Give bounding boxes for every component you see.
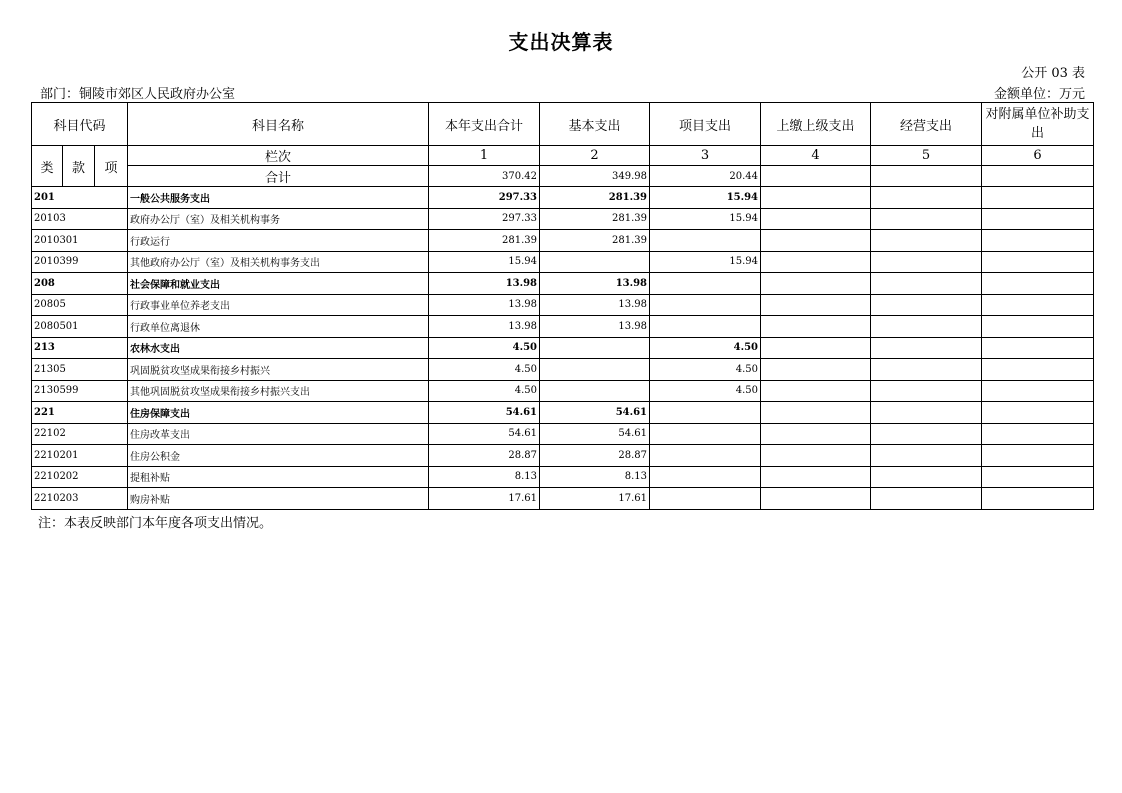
amount-col-6 [982, 488, 1094, 510]
amount-col-5 [871, 251, 982, 273]
subject-name: 一般公共服务支出 [128, 187, 429, 209]
subject-name: 农林水支出 [128, 337, 429, 359]
amount-col-5 [871, 402, 982, 424]
amount-col-1: 28.87 [429, 445, 540, 467]
amount-col-1: 4.50 [429, 359, 540, 381]
subject-name: 住房改革支出 [128, 423, 429, 445]
amount-col-3 [650, 273, 761, 295]
subject-code: 21305 [32, 359, 128, 381]
table-row [32, 251, 1094, 273]
amount-col-4 [761, 337, 871, 359]
table-row [32, 208, 1094, 230]
amount-col-2: 13.98 [540, 273, 650, 295]
total-value-3: 20.44 [650, 166, 761, 187]
table-row [32, 466, 1094, 488]
col-number-1: 1 [429, 146, 540, 166]
col-number-3: 3 [650, 146, 761, 166]
subject-name: 行政运行 [128, 230, 429, 252]
subject-name: 住房保障支出 [128, 402, 429, 424]
amount-col-6 [982, 466, 1094, 488]
header-column-no: 栏次 [128, 146, 429, 166]
amount-col-4 [761, 316, 871, 338]
total-row [32, 166, 1094, 187]
amount-col-5 [871, 337, 982, 359]
header-upper: 上缴上级支出 [761, 103, 871, 146]
subject-code: 208 [32, 273, 128, 295]
table-row [32, 187, 1094, 209]
amount-col-4 [761, 488, 871, 510]
amount-col-1: 8.13 [429, 466, 540, 488]
amount-col-2: 54.61 [540, 402, 650, 424]
amount-col-5 [871, 488, 982, 510]
subject-name: 巩固脱贫攻坚成果衔接乡村振兴 [128, 359, 429, 381]
amount-col-1: 13.98 [429, 273, 540, 295]
total-value-6 [982, 166, 1094, 187]
amount-col-4 [761, 402, 871, 424]
subject-code: 20103 [32, 208, 128, 230]
subject-name: 行政事业单位养老支出 [128, 294, 429, 316]
amount-col-5 [871, 316, 982, 338]
total-value-1: 370.42 [429, 166, 540, 187]
subject-code: 201 [32, 187, 128, 209]
subject-name: 其他巩固脱贫攻坚成果衔接乡村振兴支出 [128, 380, 429, 402]
amount-col-2: 281.39 [540, 208, 650, 230]
amount-col-5 [871, 359, 982, 381]
amount-col-4 [761, 251, 871, 273]
col-number-4: 4 [761, 146, 871, 166]
amount-col-3 [650, 445, 761, 467]
col-number-2: 2 [540, 146, 650, 166]
amount-col-1: 13.98 [429, 294, 540, 316]
table-row [32, 230, 1094, 252]
amount-col-5 [871, 187, 982, 209]
subject-code: 2210202 [32, 466, 128, 488]
amount-col-1: 54.61 [429, 423, 540, 445]
amount-col-3: 15.94 [650, 251, 761, 273]
amount-col-5 [871, 466, 982, 488]
amount-col-6 [982, 402, 1094, 424]
table-note: 注：本表反映部门本年度各项支出情况。 [38, 516, 273, 531]
header-basic: 基本支出 [540, 103, 650, 146]
table-row [32, 445, 1094, 467]
amount-col-5 [871, 273, 982, 295]
department-label: 部门：铜陵市郊区人民政府办公室 [40, 87, 236, 102]
subject-code: 2080501 [32, 316, 128, 338]
table-row [32, 423, 1094, 445]
table-row [32, 359, 1094, 381]
amount-col-4 [761, 380, 871, 402]
header-kuan: 款 [63, 146, 95, 187]
header-name: 科目名称 [128, 103, 429, 146]
amount-col-2: 17.61 [540, 488, 650, 510]
amount-col-6 [982, 316, 1094, 338]
total-value-5 [871, 166, 982, 187]
amount-col-1: 297.33 [429, 187, 540, 209]
header-lei: 类 [32, 146, 63, 187]
amount-col-2: 28.87 [540, 445, 650, 467]
subject-code: 2130599 [32, 380, 128, 402]
col-number-6: 6 [982, 146, 1094, 166]
subject-code: 2010399 [32, 251, 128, 273]
header-code: 科目代码 [32, 103, 128, 146]
header-row [32, 103, 1094, 146]
table-row [32, 488, 1094, 510]
amount-col-1: 297.33 [429, 208, 540, 230]
amount-col-4 [761, 230, 871, 252]
amount-col-4 [761, 208, 871, 230]
amount-col-4 [761, 294, 871, 316]
amount-col-5 [871, 445, 982, 467]
form-number: 公开 03 表 [1021, 66, 1085, 81]
amount-col-1: 281.39 [429, 230, 540, 252]
page-title: 支出决算表 [508, 30, 614, 54]
amount-col-2 [540, 251, 650, 273]
amount-col-3: 4.50 [650, 359, 761, 381]
expenditure-table [31, 102, 1094, 510]
amount-col-5 [871, 380, 982, 402]
col-number-5: 5 [871, 146, 982, 166]
table-row [32, 337, 1094, 359]
subject-name: 购房补贴 [128, 488, 429, 510]
subject-code: 213 [32, 337, 128, 359]
header-business: 经营支出 [871, 103, 982, 146]
subject-name: 行政单位离退休 [128, 316, 429, 338]
amount-col-3 [650, 316, 761, 338]
amount-col-1: 13.98 [429, 316, 540, 338]
table-row [32, 273, 1094, 295]
amount-col-2: 281.39 [540, 187, 650, 209]
amount-col-3 [650, 294, 761, 316]
amount-col-2 [540, 380, 650, 402]
amount-col-1: 15.94 [429, 251, 540, 273]
amount-col-4 [761, 273, 871, 295]
total-value-4 [761, 166, 871, 187]
amount-col-6 [982, 423, 1094, 445]
amount-col-6 [982, 187, 1094, 209]
subject-name: 其他政府办公厅（室）及相关机构事务支出 [128, 251, 429, 273]
subject-code: 2210201 [32, 445, 128, 467]
table-row [32, 316, 1094, 338]
amount-col-1: 4.50 [429, 380, 540, 402]
subject-code: 221 [32, 402, 128, 424]
header-project: 项目支出 [650, 103, 761, 146]
amount-col-6 [982, 208, 1094, 230]
amount-col-6 [982, 380, 1094, 402]
amount-col-6 [982, 445, 1094, 467]
amount-col-1: 54.61 [429, 402, 540, 424]
amount-col-2 [540, 337, 650, 359]
amount-col-3: 4.50 [650, 380, 761, 402]
amount-col-4 [761, 187, 871, 209]
amount-col-6 [982, 273, 1094, 295]
total-value-2: 349.98 [540, 166, 650, 187]
amount-col-2: 281.39 [540, 230, 650, 252]
amount-col-2: 8.13 [540, 466, 650, 488]
table-row [32, 380, 1094, 402]
amount-col-1: 17.61 [429, 488, 540, 510]
amount-col-6 [982, 251, 1094, 273]
subject-name: 社会保障和就业支出 [128, 273, 429, 295]
subject-code: 20805 [32, 294, 128, 316]
subject-code: 2010301 [32, 230, 128, 252]
header-xiang: 项 [95, 146, 128, 187]
amount-col-3 [650, 423, 761, 445]
subject-name: 住房公积金 [128, 445, 429, 467]
unit-label: 金额单位：万元 [993, 87, 1085, 102]
amount-col-3: 15.94 [650, 208, 761, 230]
amount-col-6 [982, 359, 1094, 381]
table-row [32, 402, 1094, 424]
amount-col-4 [761, 445, 871, 467]
amount-col-6 [982, 230, 1094, 252]
amount-col-3 [650, 466, 761, 488]
amount-col-3: 4.50 [650, 337, 761, 359]
header-subsidy: 对附属单位补助支出 [982, 103, 1094, 146]
subject-name: 提租补贴 [128, 466, 429, 488]
amount-col-5 [871, 423, 982, 445]
amount-col-6 [982, 337, 1094, 359]
subject-code: 2210203 [32, 488, 128, 510]
amount-col-5 [871, 294, 982, 316]
amount-col-4 [761, 466, 871, 488]
amount-col-2: 54.61 [540, 423, 650, 445]
amount-col-6 [982, 294, 1094, 316]
table-body [32, 187, 1094, 510]
amount-col-5 [871, 230, 982, 252]
amount-col-3 [650, 488, 761, 510]
amount-col-1: 4.50 [429, 337, 540, 359]
amount-col-3 [650, 402, 761, 424]
total-label: 合计 [128, 166, 429, 187]
column-number-row [32, 146, 1094, 166]
table-row [32, 294, 1094, 316]
amount-col-2: 13.98 [540, 294, 650, 316]
amount-col-5 [871, 208, 982, 230]
amount-col-3 [650, 230, 761, 252]
header-total: 本年支出合计 [429, 103, 540, 146]
amount-col-2 [540, 359, 650, 381]
amount-col-4 [761, 359, 871, 381]
amount-col-3: 15.94 [650, 187, 761, 209]
subject-name: 政府办公厅（室）及相关机构事务 [128, 208, 429, 230]
amount-col-4 [761, 423, 871, 445]
amount-col-2: 13.98 [540, 316, 650, 338]
subject-code: 22102 [32, 423, 128, 445]
